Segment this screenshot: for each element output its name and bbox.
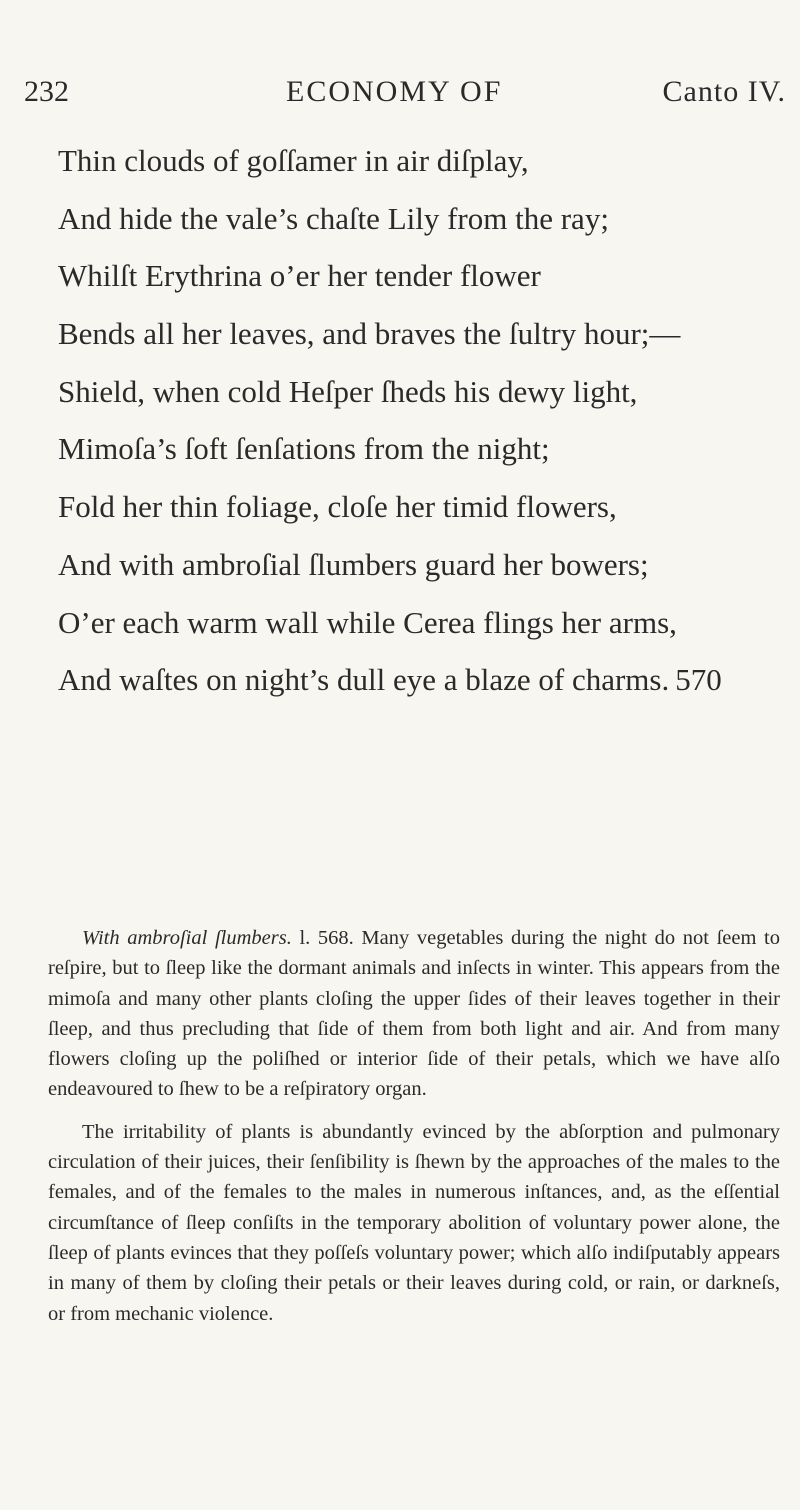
verse-line: Thin clouds of goſſamer in air diſplay, [58,143,529,178]
verse-line: O’er each warm wall while Cerea flings her arms, [58,604,677,640]
page-number: 232 [24,75,69,108]
verse-line-number: 570 [675,662,722,698]
verse-line: And with ambroſial ſlumbers guard her bowers; [58,546,649,582]
footnote-text: l. 568. Many vegetables during the night do not ſeem to reſpire, but to ſleep like the dormant animals and inſects in winter. This appears from the mimoſa and many other plants cloſing the upper ſides of their leaves together in their ſleep, and thus precluding that ſide of them from both light and air. And from many flowers cloſing up the poliſhed or interior ſide of their petals, which we have alſo endeavoured to ſhew to be a reſpiratory organ. [48,927,780,1101]
verse-line: Shield, when cold Heſper ſheds his dewy light, [58,373,638,409]
verse-line: Whilſt Erythrina o’er her tender flower [58,258,541,294]
footnote-paragraph [48,1117,780,1329]
footnotes [48,923,780,1329]
verse-line: And waſtes on night’s dull eye a blaze of charms. 570 [58,662,722,698]
verse-line: Fold her thin foliage, cloſe her timid flowers, [58,489,617,525]
running-head-title: ECONOMY OF [286,75,503,108]
footnote-lemma: With ambroſial ſlumbers. [82,927,292,949]
footnote-paragraph [48,923,780,1105]
verse-line: And hide the vale’s chaſte Lily from the ray; [58,200,609,236]
verse-line: Mimoſa’s ſoft ſenſations from the night; [58,431,550,467]
verse-line: Bends all her leaves, and braves the ſultry hour;— [58,316,681,352]
footnote-text: The irritability of plants is abundantly evinced by the abſorption and pulmonary circulation of their juices, their ſenſibility is ſhewn by the approaches of the males to the females, and of the females to the males in numerous inſtances, and, as the eſſential circumſtance of ſleep conſiſts in the temporary abolition of voluntary power alone, the ſleep of plants evinces that they poſſeſs voluntary power; which alſo indiſputably appears in many of them by cloſing their petals or their leaves during cold, or rain, or darkneſs, or from mechanic violence. [48,1120,780,1325]
verse-block [58,136,792,713]
running-head [24,72,786,112]
running-head-canto: Canto IV. [662,75,786,108]
